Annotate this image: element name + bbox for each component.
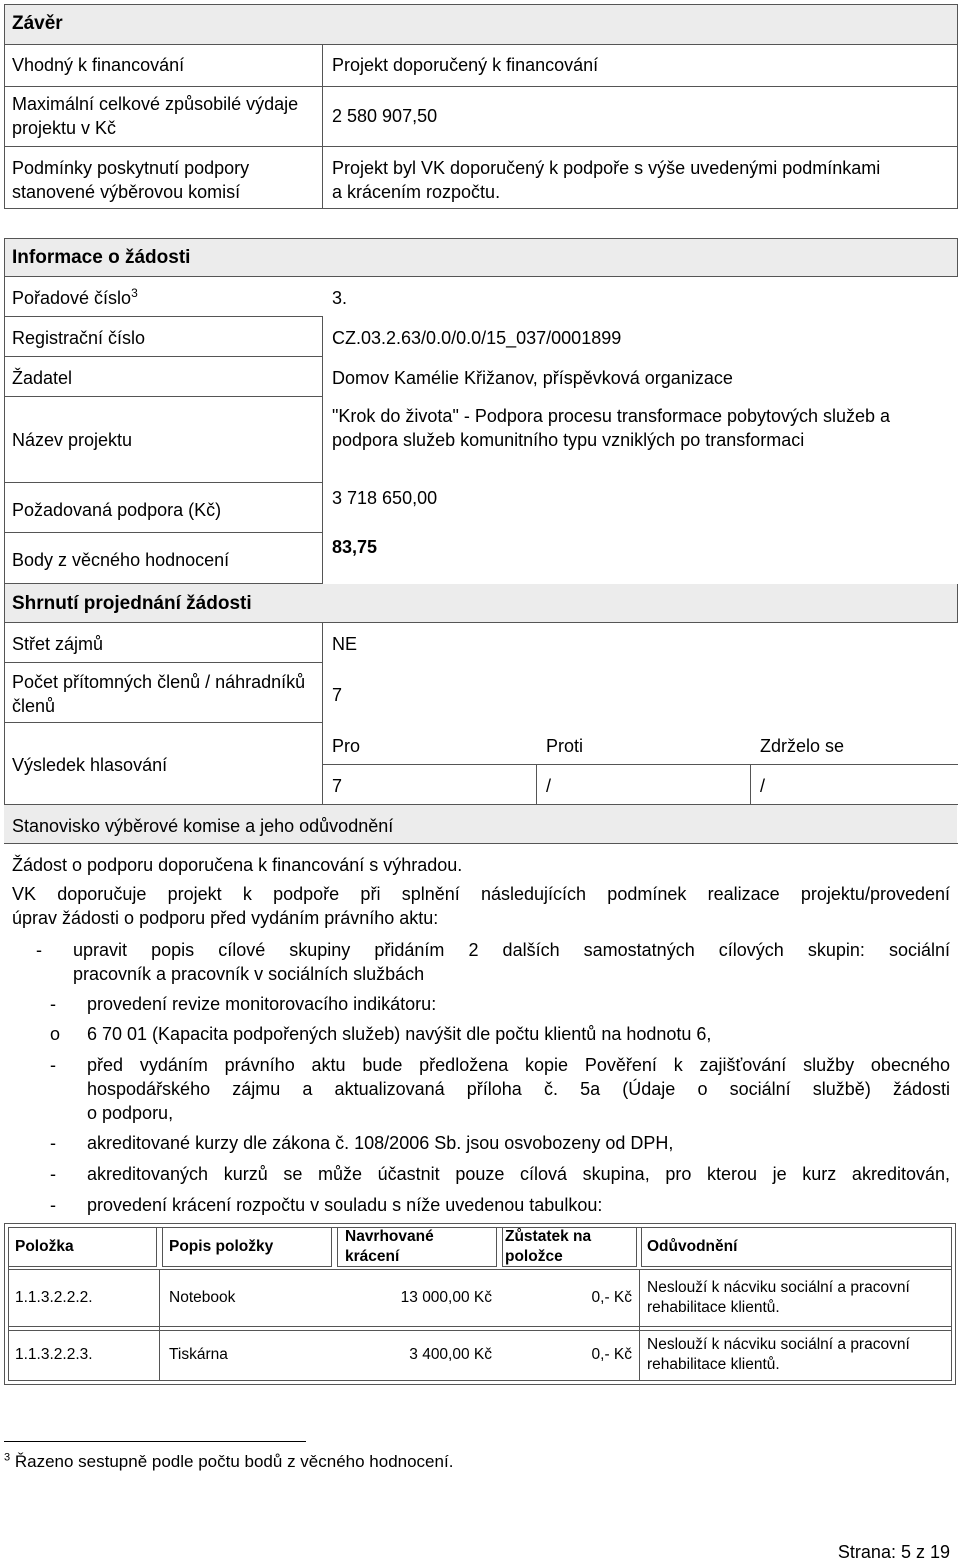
vote-value-proti: / — [546, 776, 552, 796]
zaver-title: Závěr — [12, 13, 63, 34]
list-item-kraceni: provedení krácení rozpočtu v souladu s níže uvedenou tabulkou: — [87, 1195, 603, 1215]
budget-row-1-zustatek: 0,- Kč — [591, 1289, 632, 1306]
budget-row-2-oduvodneni: Neslouží k nácviku sociální a pracovní rehabilitace klientů. — [647, 1336, 910, 1373]
vote-header-proti: Proti — [546, 736, 584, 756]
budget-row-2-polozka: 1.1.3.2.2.3. — [15, 1346, 93, 1363]
list-item-povereni-line3: o podporu, — [87, 1103, 174, 1123]
list-item-indikator: 6 70 01 (Kapacita podpořených služeb) navýšit dle počtu klientů na hodnotu 6, — [87, 1024, 712, 1044]
list-bullet: - — [36, 940, 42, 960]
list-bullet: - — [50, 1055, 56, 1075]
budget-row-1-oduvodneni: Neslouží k nácviku sociální a pracovní rehabilitace klientů. — [647, 1279, 910, 1316]
page-number: Strana: 5 z 19 — [837, 1542, 950, 1562]
list-item-povereni-line2: hospodářského zájmu a aktualizovaná příloha č. 5a (Údaje o sociální službě) žádosti — [87, 1079, 950, 1099]
zaver-label-podminky: Podmínky poskytnutí podpory stanovené výběrovou komisí — [12, 158, 250, 202]
budget-header-zustatek: Zůstatek na položce — [505, 1228, 592, 1265]
body-label: Body z věcného hodnocení — [12, 550, 230, 570]
budget-row-2-zustatek: 0,- Kč — [591, 1346, 632, 1363]
shrnuti-title: Shrnutí projednání žádosti — [12, 593, 252, 614]
budget-row-2-navrh: 3 400,00 Kč — [409, 1346, 492, 1363]
stanovisko-label: Stanovisko výběrové komise a jeho odůvodnění — [12, 816, 394, 836]
registracni-value: CZ.03.2.63/0.0/0.0/15_037/0001899 — [332, 328, 622, 348]
paragraph-conditions-line2: úprav žádosti o podporu před vydáním právního aktu: — [12, 908, 439, 928]
stret-label: Střet zájmů — [12, 634, 104, 654]
budget-row-1-navrh: 13 000,00 Kč — [400, 1289, 492, 1306]
list-item-revize: provedení revize monitorovacího indikátoru: — [87, 994, 437, 1014]
list-bullet: - — [50, 1195, 56, 1215]
pocet-value: 7 — [332, 685, 343, 705]
footnote-text: $^3$ Řazeno sestupně podle počtu bodů z věcného hodnocení. — [4, 1451, 454, 1471]
zaver-value-vhodny: Projekt doporučený k financování — [332, 55, 599, 75]
paragraph-recommendation: Žádost o podporu doporučena k financování s výhradou. — [12, 855, 463, 875]
list-bullet: - — [50, 1133, 56, 1153]
info-title: Informace o žádosti — [12, 247, 191, 268]
list-item-cilove-skupiny-cont: pracovník a pracovník v sociálních službách — [73, 964, 425, 984]
list-item-dph: akreditované kurzy dle zákona č. 108/2006 Sb. jsou osvobozeny od DPH, — [87, 1133, 674, 1153]
stret-value: NE — [332, 634, 358, 654]
budget-header-oduvodneni: Odůvodnění — [647, 1238, 738, 1255]
nazev-value: "Krok do života" - Podpora procesu transformace pobytových služeb a podpora služeb komunitního typu vzniklých po transformaci — [332, 406, 891, 450]
vysledek-label: Výsledek hlasování — [12, 755, 168, 775]
budget-header-polozka: Položka — [15, 1238, 74, 1255]
vote-value-pro: 7 — [332, 776, 343, 796]
zadatel-label: Žadatel — [12, 368, 73, 388]
paragraph-conditions-line1: VK doporučuje projekt k podpoře při splnění následujících podmínek realizace projektu/provedení — [12, 884, 950, 904]
vote-value-zdrzelo: / — [760, 776, 766, 796]
vote-header-pro: Pro — [332, 736, 361, 756]
list-item-kurzy: akreditovaných kurzů se může účastnit pouze cílová skupina, pro kterou je kurz akreditován, — [87, 1164, 950, 1184]
zaver-value-podminky: Projekt byl VK doporučený k podpoře s výše uvedenými podmínkami a krácením rozpočtu. — [332, 158, 881, 202]
nazev-label: Název projektu — [12, 430, 133, 450]
footnote-ref: 3 — [131, 286, 138, 300]
registracni-label: Registrační číslo — [12, 328, 146, 348]
poradove-label: Pořadové číslo$^3$ — [12, 286, 138, 308]
pocet-label: Počet přítomných členů / náhradníků členů — [12, 672, 306, 716]
budget-row-2-popis: Tiskárna — [169, 1346, 228, 1363]
budget-row-1-popis: Notebook — [169, 1289, 236, 1306]
zaver-label-vhodny: Vhodný k financování — [12, 55, 185, 75]
budget-header-navrh: Navrhované krácení — [345, 1228, 434, 1265]
list-bullet-sub: o — [50, 1024, 61, 1044]
budget-row-1-polozka: 1.1.3.2.2.2. — [15, 1289, 93, 1306]
poradove-value: 3. — [332, 288, 348, 308]
budget-header-popis: Popis položky — [169, 1238, 274, 1255]
zaver-label-vydaje: Maximální celkové způsobilé výdaje projektu v Kč — [12, 94, 299, 138]
list-bullet: - — [50, 1164, 56, 1184]
podpora-label: Požadovaná podpora (Kč) — [12, 500, 222, 520]
list-item-cilove-skupiny: upravit popis cílové skupiny přidáním 2 dalších samostatných cílových skupin: sociální — [73, 940, 950, 960]
list-item-povereni-line1: před vydáním právního aktu bude předložena kopie Pověření k zajišťování služby obecného — [87, 1055, 950, 1075]
zaver-value-vydaje: 2 580 907,50 — [332, 106, 438, 126]
vote-header-zdrzelo: Zdrželo se — [760, 736, 845, 756]
body-value: 83,75 — [332, 537, 378, 557]
podpora-value: 3 718 650,00 — [332, 488, 438, 508]
list-bullet: - — [50, 994, 56, 1014]
zadatel-value: Domov Kamélie Křižanov, příspěvková organizace — [332, 368, 733, 388]
